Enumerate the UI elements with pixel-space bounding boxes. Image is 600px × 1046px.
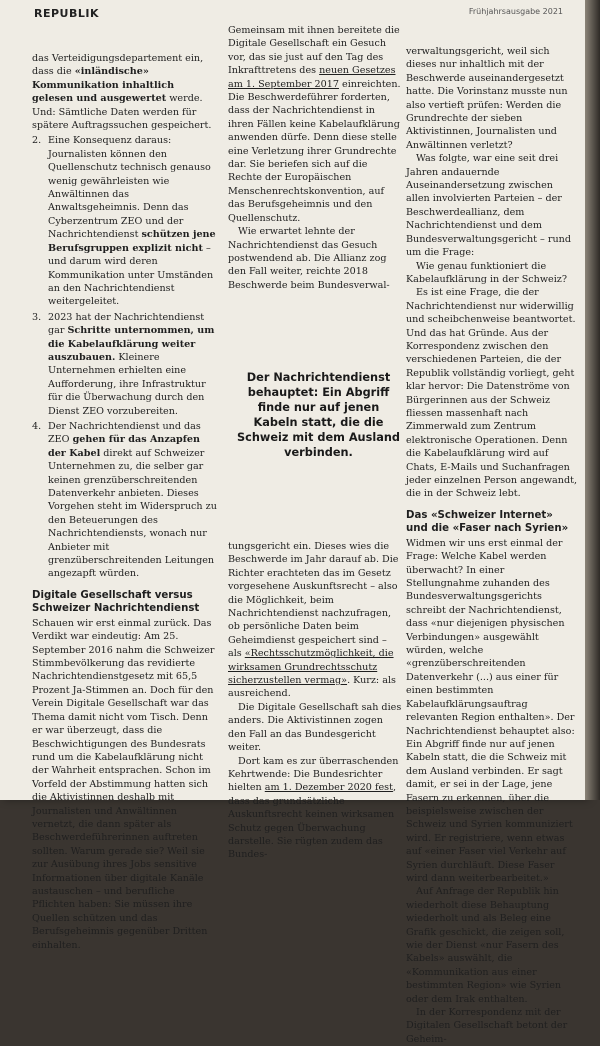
body-paragraph: Auf Anfrage der Republik hin wiederholt diese Behauptung wiederholt und als Beleg eine Grafik geschickt, die zeigen soll, wie der Dienst «nur Fasern des Kabels» auswählt, die «Kommunikation aus einer bestimmten Region» wie Syrien oder dem Irak enthalten. [406, 886, 565, 1005]
issue-label: Frühjahrsausgabe 2021 [468, 7, 563, 16]
body-paragraph: Die Digitale Gesellschaft sah dies anders. Die Aktivistinnen zogen den Fall an das Bundesgericht weiter. [228, 701, 402, 754]
section-label: REPUBLIK [34, 7, 99, 20]
list-item [32, 420, 217, 581]
page-edge [585, 0, 600, 800]
text-run: werde. Und: Sämtliche Daten werden für spätere Auftragssuchen gespeichert. [32, 93, 212, 132]
body-paragraph: Schauen wir erst einmal zurück. Das Verdikt war eindeutig: Am 25. September 2016 nahm die Schweizer Stimmbevölkerung das revidierte Nachrichtendienstgesetz mit 65,5 Prozent Ja-Stimmen an. Doch für den Verein Digitale Gesellschaft war das Thema damit nicht vom Tisch. Denn er war überzeugt, dass die Beschwichtigungen des Bundesrats rund um die Kabelaufklärung nicht der Wahrheit entsprachen. Schon im Vorfeld der Abstimmung hatten sich die Aktivistinnen deshalb mit Journalisten und Anwältinnen vernetzt, die dann später als Beschwerdeführerinnen auftreten sollten. Warum gerade sie? Weil sie zur Ausübung ihres Jobs sensitive Informationen über digitale Kanäle austauschen – und berufliche Pflichten haben: Sie müssen ihre Quellen schützen und das Berufsgeheimnis gegenüber Dritten einhalten. [32, 617, 215, 951]
column-2-lower [228, 540, 403, 862]
section-heading: Digitale Gesellschaft versus Schweizer Nachrichtendienst [32, 589, 200, 614]
list-number: 4. [32, 420, 42, 432]
body-paragraph: Widmen wir uns erst einmal der Frage: Welche Kabel werden überwacht? In einer Stellungnahme zuhanden des Bundesverwaltungsgerichts schreibt der Nachrichtendienst, dass «nur diejenigen physischen Verbindungen» ausgewählt würden, welche «grenzüberschreitenden Datenverkehr (...) aus einer für einen bestimmten Kabelaufklärungsauftrag relevanten Region enthalten». Der Nachrichtendienst behauptet also: Ein Abgriff finde nur auf jenen Kabeln statt, die die Schweiz mit dem Ausland verbinden. Er sagt damit, er sei in der Lage, jene Fasern zu erkennen, über die beispielsweise zwischen der Schweiz und Syrien kommuniziert wird. Er registriere, wenn etwas auf «einer Faser viel Verkehr auf Syrien durchläuft. Diese Faser wird dann weiterbearbeitet.» [406, 537, 575, 884]
column-1 [32, 52, 217, 952]
body-paragraph: Gemeinsam mit ihnen bereitete die Digitale Gesellschaft ein Gesuch vor, das sie just auf den Tag des Inkrafttretens des neuen Gesetzes am 1. September 2017 einreichten. Die Beschwerdeführer forderten, dass der Nachrichtendienst in ihren Fällen keine Kabelaufklärung anwenden dürfe. Denn diese stelle eine Verletzung ihrer Grundrechte dar. Sie beriefen sich auf die Rechte der Europäischen Menschenrechtskonvention, auf das Berufsgeheimnis und den Quellenschutz. [228, 25, 401, 224]
text-run: das Verteidigungsdepartement ein, dass die [32, 53, 204, 78]
section-heading: Das «Schweizer Internet» und die «Faser nach Syrien» [406, 509, 569, 534]
list-text: 2023 hat der Nachrichtendienst gar Schritte unternommen, um die Kabelaufklärung weiter auszubauen. Kleinere Unternehmen erhielten eine Aufforderung, ihre Infrastruktur für die Überwachung durch den Dienst ZEO vorzubereiten. [48, 311, 215, 417]
list-text: Eine Konsequenz daraus: Journalisten können den Quellenschutz technisch genauso wenig gewährleisten wie Anwältinnen das Anwaltsgeheimnis. Denn das Cyberzentrum ZEO und der Nachrichtendienst schützen jene Berufsgruppen explizit nicht – und darum wird deren Kommunikation unter Umständen an den Nachrichtendienst weitergeleitet. [48, 135, 216, 308]
body-paragraph: Dort kam es zur überraschenden Kehrtwende: Die Bundesrichter hielten am 1. Dezember 2020 fest, dass das grundsätzliche Auskunftsrecht keinen wirksamen Schutz gegen Überwachung darstelle. Sie rügten zudem das Bundes- [228, 755, 399, 861]
intro-paragraph [32, 52, 217, 132]
bold-run: «inländische» Kommunikation inhaltlich gelesen und ausgewertet [32, 66, 175, 105]
list-text: Der Nachrichtendienst und das ZEO gehen für das Anzapfen der Kabel direkt auf Schweizer Unternehmen zu, die selber gar keinen grenzüberschreitenden Datenverkehr anbieten. Dieses Vorgehen steht im Widerspruch zu den Beteuerungen des Nachrichtendiensts, wonach nur Anbieter mit grenzüberschreitenden Leitungen angezapft würden. [48, 420, 217, 580]
body-paragraph: Es ist eine Frage, die der Nachrichtendienst nur widerwillig und scheibchenweise beantwortet. Und das hat Gründe. Aus der Korrespondenz zwischen den verschiedenen Parteien, die der Republik vollständig vorliegt, geht klar hervor: Die Datenströme von Bürgerinnen aus der Schweiz fliessen massenhaft nach Zimmerwald zum Zentrum elektronische Operationen. Denn die Kabelaufklärung wird auf Chats, E-Mails und Suchanfragen jeder einzelnen Person angewandt, die in der Schweiz lebt. [406, 287, 578, 500]
article-link[interactable]: neuen Gesetzes am 1. September 2017 [228, 65, 396, 90]
list-item [32, 311, 217, 418]
body-paragraph: Wie erwartet lehnte der Nachrichtendienst das Gesuch postwendend ab. Die Allianz zog den Fall weiter, reichte 2018 Beschwerde beim Bundesverwal- [228, 226, 390, 291]
article-link[interactable]: «Rechtsschutzmöglichkeit, die wirksamen Grundrechtsschutz sicherzustellen vermag» [228, 648, 394, 687]
list-number: 3. [32, 311, 42, 323]
body-paragraph: Was folgte, war eine seit drei Jahren andauernde Auseinandersetzung zwischen allen involvierten Parteien – der Beschwerdeallianz, dem Nachrichtendienst und dem Bundesverwaltungsgericht – rund um die Frage: [406, 153, 571, 259]
body-paragraph: Wie genau funktioniert die Kabelaufklärung in der Schweiz? [406, 260, 567, 285]
article-link[interactable]: am 1. Dezember 2020 fest [264, 782, 393, 794]
pull-quote: Der Nachrichtendienst behauptet: Ein Abgriff finde nur auf jenen Kabeln statt, die die Schweiz mit dem Ausland verbinden. [237, 371, 400, 459]
body-paragraph: tungsgericht ein. Dieses wies die Beschwerde im Jahr darauf ab. Die Richter erachteten das im Gesetz vorgesehene Auskunftsrecht – also die Möglichkeit, beim Nachrichtendienst nachzufragen, ob persönliche Daten beim Geheimdienst gespeichert sind – als «Rechtsschutzmöglichkeit, die wirksamen Grundrechtsschutz sicherzustellen vermag». Kurz: als ausreichend. [228, 541, 399, 700]
list-number: 2. [32, 135, 42, 147]
body-paragraph: In der Korrespondenz mit der Digitalen Gesellschaft betont der Geheim- [406, 1007, 568, 1045]
column-3 [406, 45, 578, 1046]
column-2 [228, 24, 403, 292]
list-item [32, 134, 217, 308]
body-paragraph: verwaltungsgericht, weil sich dieses nur inhaltlich mit der Beschwerde auseinandergesetzt hatte. Die Vorinstanz musste nun also vertieft prüfen: Werden die Grundrechte der sieben Aktivistinnen, Journalisten und Anwältinnen verletzt? [406, 46, 568, 151]
